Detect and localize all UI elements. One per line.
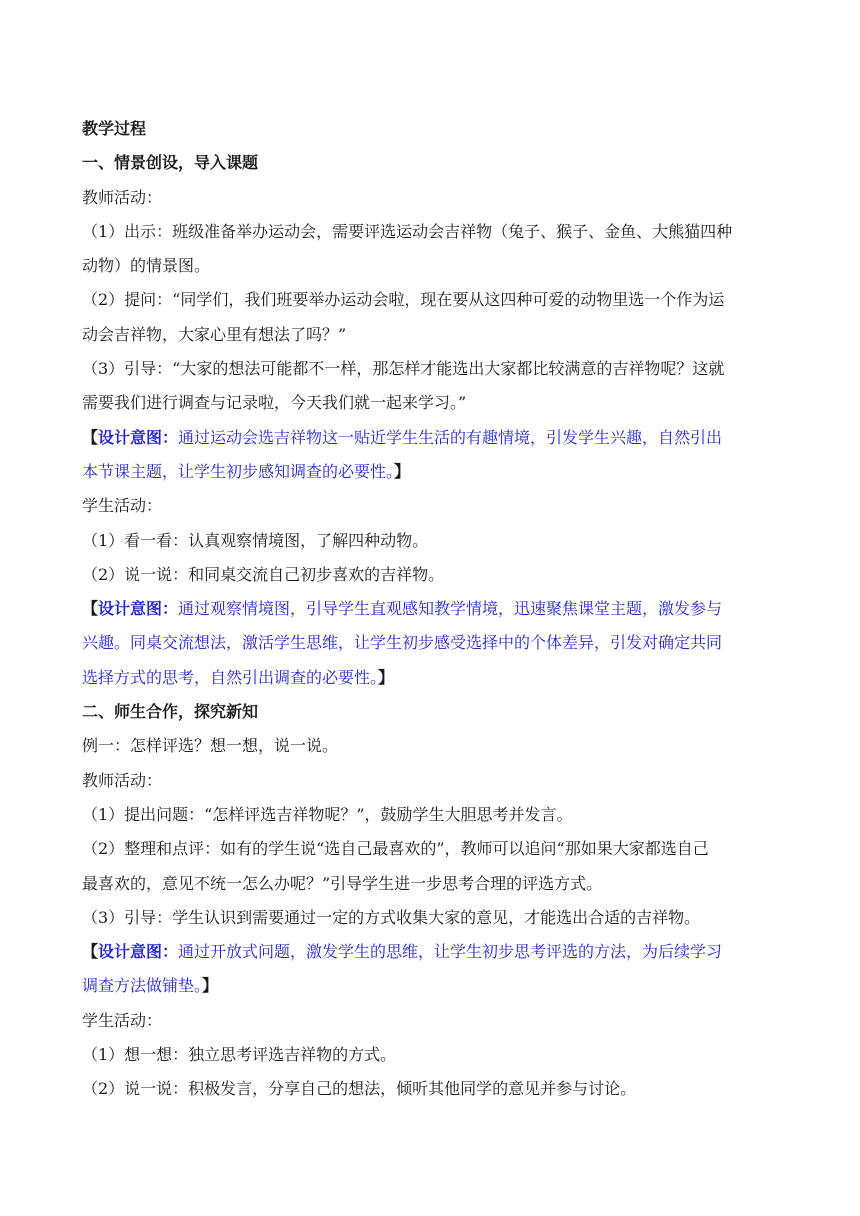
design-intent-2-cont: 兴趣。同桌交流想法，激活学生思维，让学生初步感受选择中的个体差异，引发对确定共同 [82, 633, 723, 653]
design-intent-2-cont [82, 661, 790, 695]
student-activity-label: 学生活动： [82, 496, 163, 516]
design-intent-text: 调查方法做铺垫。 [82, 976, 203, 996]
paragraph-line: （1）出示：班级准备举办运动会，需要评选运动会吉祥物（兔子、猴子、金鱼、大熊猫四种 [82, 221, 733, 241]
paragraph-line: （1）看一看：认真观察情境图，了解四种动物。 [82, 530, 429, 550]
design-intent-label: 设计意图： [98, 942, 179, 962]
paragraph-line: （3）引导：学生认识到需要通过一定的方式收集大家的意见，才能选出合适的吉祥物。 [82, 907, 701, 927]
design-intent-2 [82, 592, 790, 626]
design-intent-text: 本节课主题，让学生初步感知调查的必要性。 [82, 461, 395, 481]
paragraph-line: （3）引导：“大家的想法可能都不一样，那怎样才能选出大家都比较满意的吉祥物呢？这就 [82, 359, 725, 379]
design-intent-text: 通过开放式问题，激发学生的思维，让学生初步思考评选的方法，为后续学习 [178, 942, 723, 962]
design-intent-label: 设计意图： [98, 427, 179, 447]
design-intent-text: 通过运动会选吉祥物这一贴近学生生活的有趣情境，引发学生兴趣，自然引出 [178, 427, 723, 447]
paragraph-line: 需要我们进行调查与记录啦，今天我们就一起来学习。” [82, 393, 467, 413]
paragraph-line: 最喜欢的，意见不统一怎么办呢？”引导学生进一步思考合理的评选方式。 [82, 873, 603, 893]
bracket-open: 【 [82, 942, 99, 962]
paragraph-line: （1）提出问题：“怎样评选吉祥物呢？”，鼓励学生大胆思考并发言。 [82, 804, 573, 824]
bracket-close: 】 [378, 667, 395, 687]
student-activity-label: 学生活动： [82, 1010, 163, 1030]
section-heading-2: 二、师生合作，探究新知 [82, 702, 259, 722]
teacher-activity-label: 教师活动： [82, 770, 163, 790]
design-intent-3 [82, 935, 790, 969]
design-intent-1-cont [82, 455, 790, 489]
bracket-close: 】 [394, 461, 411, 481]
paragraph-line: （2）整理和点评：如有的学生说“选自己最喜欢的”，教师可以追问“那如果大家都选自己 [82, 839, 709, 859]
paragraph-line: （2）提问：“同学们，我们班要举办运动会啦，现在要从这四种可爱的动物里选一个作为运 [82, 290, 725, 310]
design-intent-text: 通过观察情境图，引导学生直观感知教学情境，迅速聚焦课堂主题，激发参与 [178, 599, 723, 619]
paragraph-line: （2）说一说：和同桌交流自己初步喜欢的吉祥物。 [82, 564, 445, 584]
example-line: 例一：怎样评选？想一想，说一说。 [82, 736, 339, 756]
bracket-close: 】 [202, 976, 219, 996]
paragraph-line: （2）说一说：积极发言，分享自己的想法，倾听其他同学的意见并参与讨论。 [82, 1079, 637, 1099]
design-intent-3-cont [82, 969, 790, 1003]
bracket-open: 【 [82, 427, 99, 447]
paragraph-line: 动会吉祥物，大家心里有想法了吗？” [82, 324, 347, 344]
teacher-activity-label: 教师活动： [82, 187, 163, 207]
design-intent-label: 设计意图： [98, 599, 179, 619]
paragraph-line: （1）想一想：独立思考评选吉祥物的方式。 [82, 1045, 397, 1065]
design-intent-text: 选择方式的思考，自然引出调查的必要性。 [82, 667, 379, 687]
design-intent-1 [82, 421, 790, 455]
section-heading-1: 一、情景创设，导入课题 [82, 153, 259, 173]
bracket-open: 【 [82, 599, 99, 619]
paragraph-line: 动物）的情景图。 [82, 256, 211, 276]
page-title: 教学过程 [82, 119, 147, 138]
